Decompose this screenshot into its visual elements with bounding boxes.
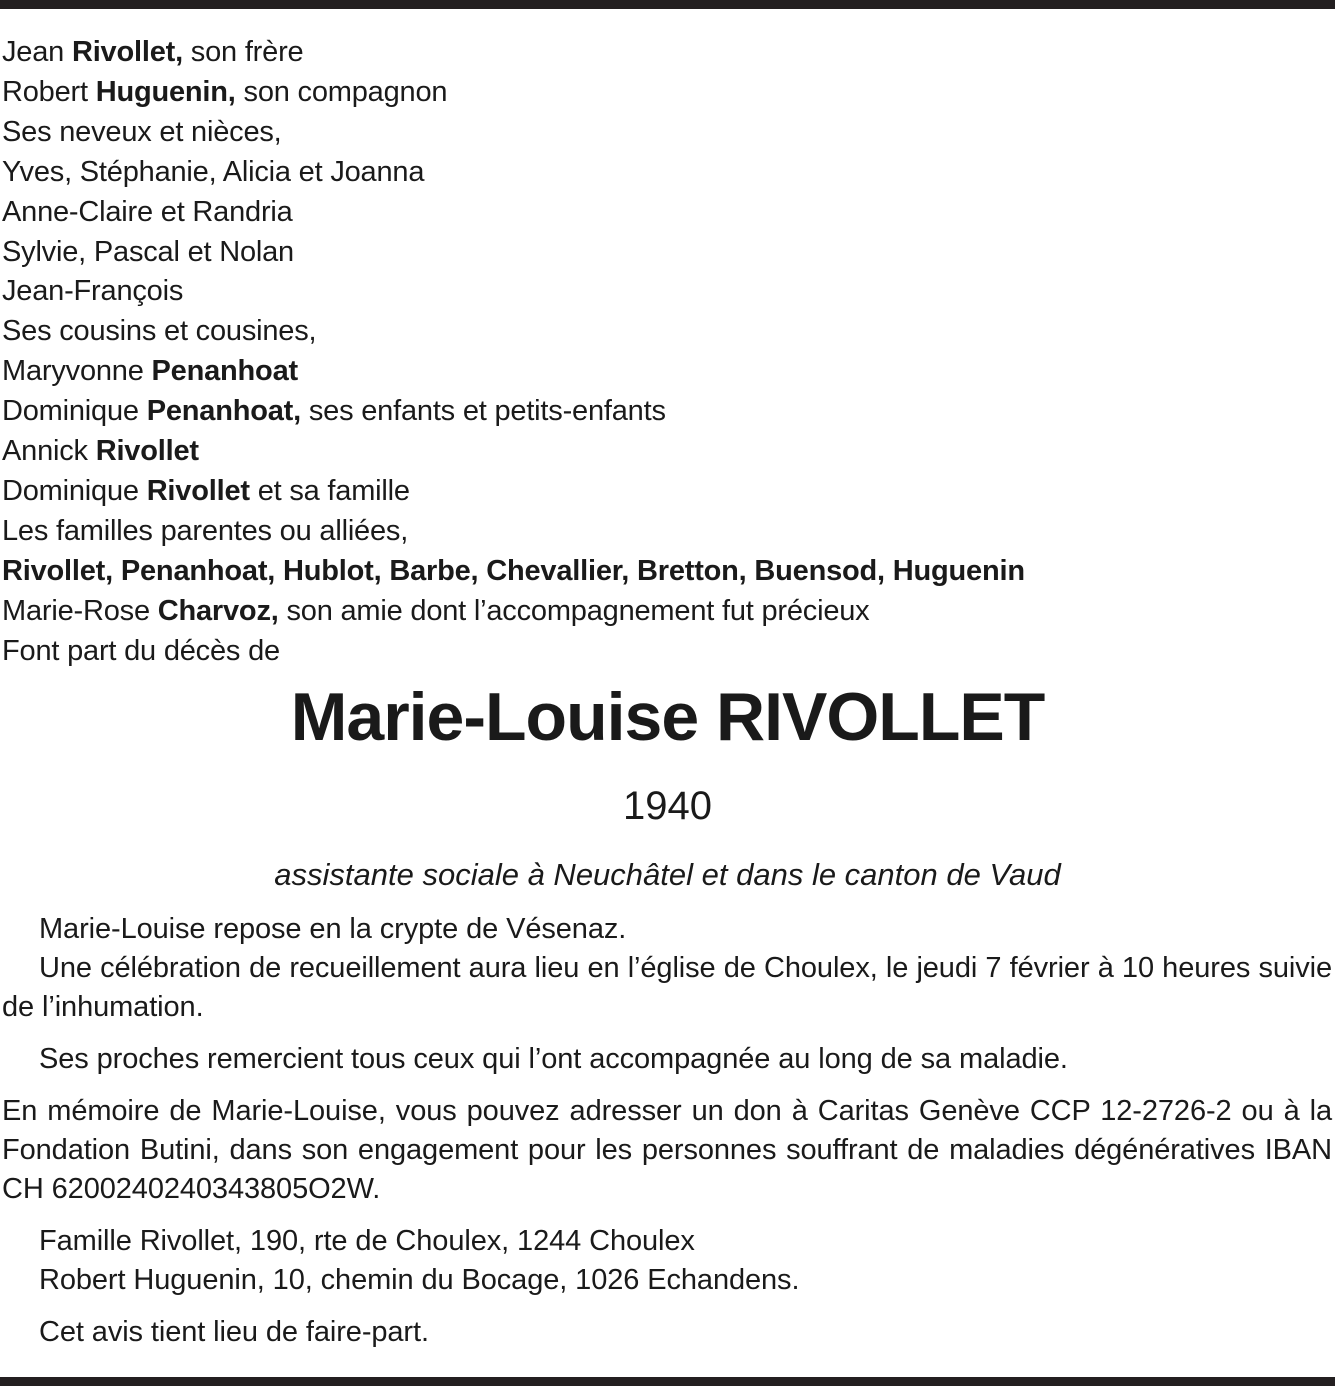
mourner-text: Maryvonne [2,355,152,388]
birth-year: 1940 [623,784,712,828]
mourner-relation: son frère [182,36,304,68]
mourner-line [2,233,1332,273]
mourner-text: Ses neveux et nièces, [2,115,282,148]
addresses-block [2,1222,1332,1300]
mourner-text: Marie-Rose [2,594,158,627]
bottom-border-rule [0,1377,1335,1386]
mourner-text: Jean-François [2,275,184,308]
mourner-surname: Penanhoat [151,355,298,388]
mourner-surname: Penanhoat, [146,395,301,428]
mourner-line [2,153,1332,193]
mourner-line [2,73,1332,113]
mourner-line [2,193,1332,233]
mourner-line [2,512,1332,552]
mourners-list [2,33,1332,672]
mourner-text: Robert [2,75,96,108]
mourner-text: Anne-Claire et Randria [2,195,293,228]
rest-place-paragraph: Marie-Louise repose en la crypte de Vésenaz. [39,913,627,945]
mourner-line [2,392,1332,432]
mourner-line [2,592,1332,632]
mourner-line [2,472,1332,512]
notice-body [2,910,1332,1352]
announcement-line [2,632,1332,672]
mourner-text: Ses cousins et cousines, [2,315,317,348]
mourner-text: Sylvie, Pascal et Nolan [2,235,294,268]
mourner-relation: son amie dont l’accompagnement fut précieux [278,594,870,627]
ceremony-paragraph: Une célébration de recueillement aura lieu en l’église de Choulex, le jeudi 7 février à 10 heures suivie de l’inhumation. [2,952,1332,1023]
mourner-line [2,352,1332,392]
mourner-line [2,312,1332,352]
thanks-paragraph: Ses proches remercient tous ceux qui l’ont accompagnée au long de sa maladie. [39,1043,1068,1075]
mourner-line [2,113,1332,153]
donation-paragraph: En mémoire de Marie-Louise, vous pouvez adresser un don à Caritas Genève CCP 12-2726-2 ou à la Fondation Butini, dans son engagement pour les personnes souffrant de maladies dégénératives IBAN CH 6200240240343805O2W. [2,1095,1332,1205]
mourner-line [2,432,1332,472]
family-surnames: Rivollet, Penanhoat, Hublot, Barbe, Chevallier, Bretton, Buensod, Huguenin [2,554,1025,587]
address-line: Famille Rivollet, 190, rte de Choulex, 1244 Choulex [39,1225,695,1257]
mourner-line [2,272,1332,312]
profession: assistante sociale à Neuchâtel et dans le canton de Vaud [274,857,1061,892]
mourner-surname: Charvoz, [157,594,279,627]
mourner-surname: Rivollet [146,474,250,507]
mourner-surname: Huguenin, [95,75,236,108]
mourner-relation: son compagnon [235,75,448,108]
family-names-line [2,552,1332,592]
mourner-surname: Rivollet, [71,36,183,68]
mourner-line [2,33,1332,73]
mourner-relation: et sa famille [249,474,410,507]
deceased-name: Marie-Louise RIVOLLET [290,679,1045,755]
mourner-text: Annick [2,435,96,468]
mourner-text: Jean [2,36,72,68]
mourner-text: Dominique [2,395,147,428]
top-border-rule [0,0,1335,9]
mourner-text: Yves, Stéphanie, Alicia et Joanna [2,155,425,188]
mourner-text: Font part du décès de [2,634,280,667]
mourner-relation: ses enfants et petits-enfants [301,395,666,428]
mourner-text: Dominique [2,474,147,507]
address-line: Robert Huguenin, 10, chemin du Bocage, 1026 Echandens. [39,1264,800,1296]
mourner-surname: Rivollet [95,435,199,468]
mourner-text: Les familles parentes ou alliées, [2,514,409,547]
closing-line: Cet avis tient lieu de faire-part. [39,1316,429,1348]
